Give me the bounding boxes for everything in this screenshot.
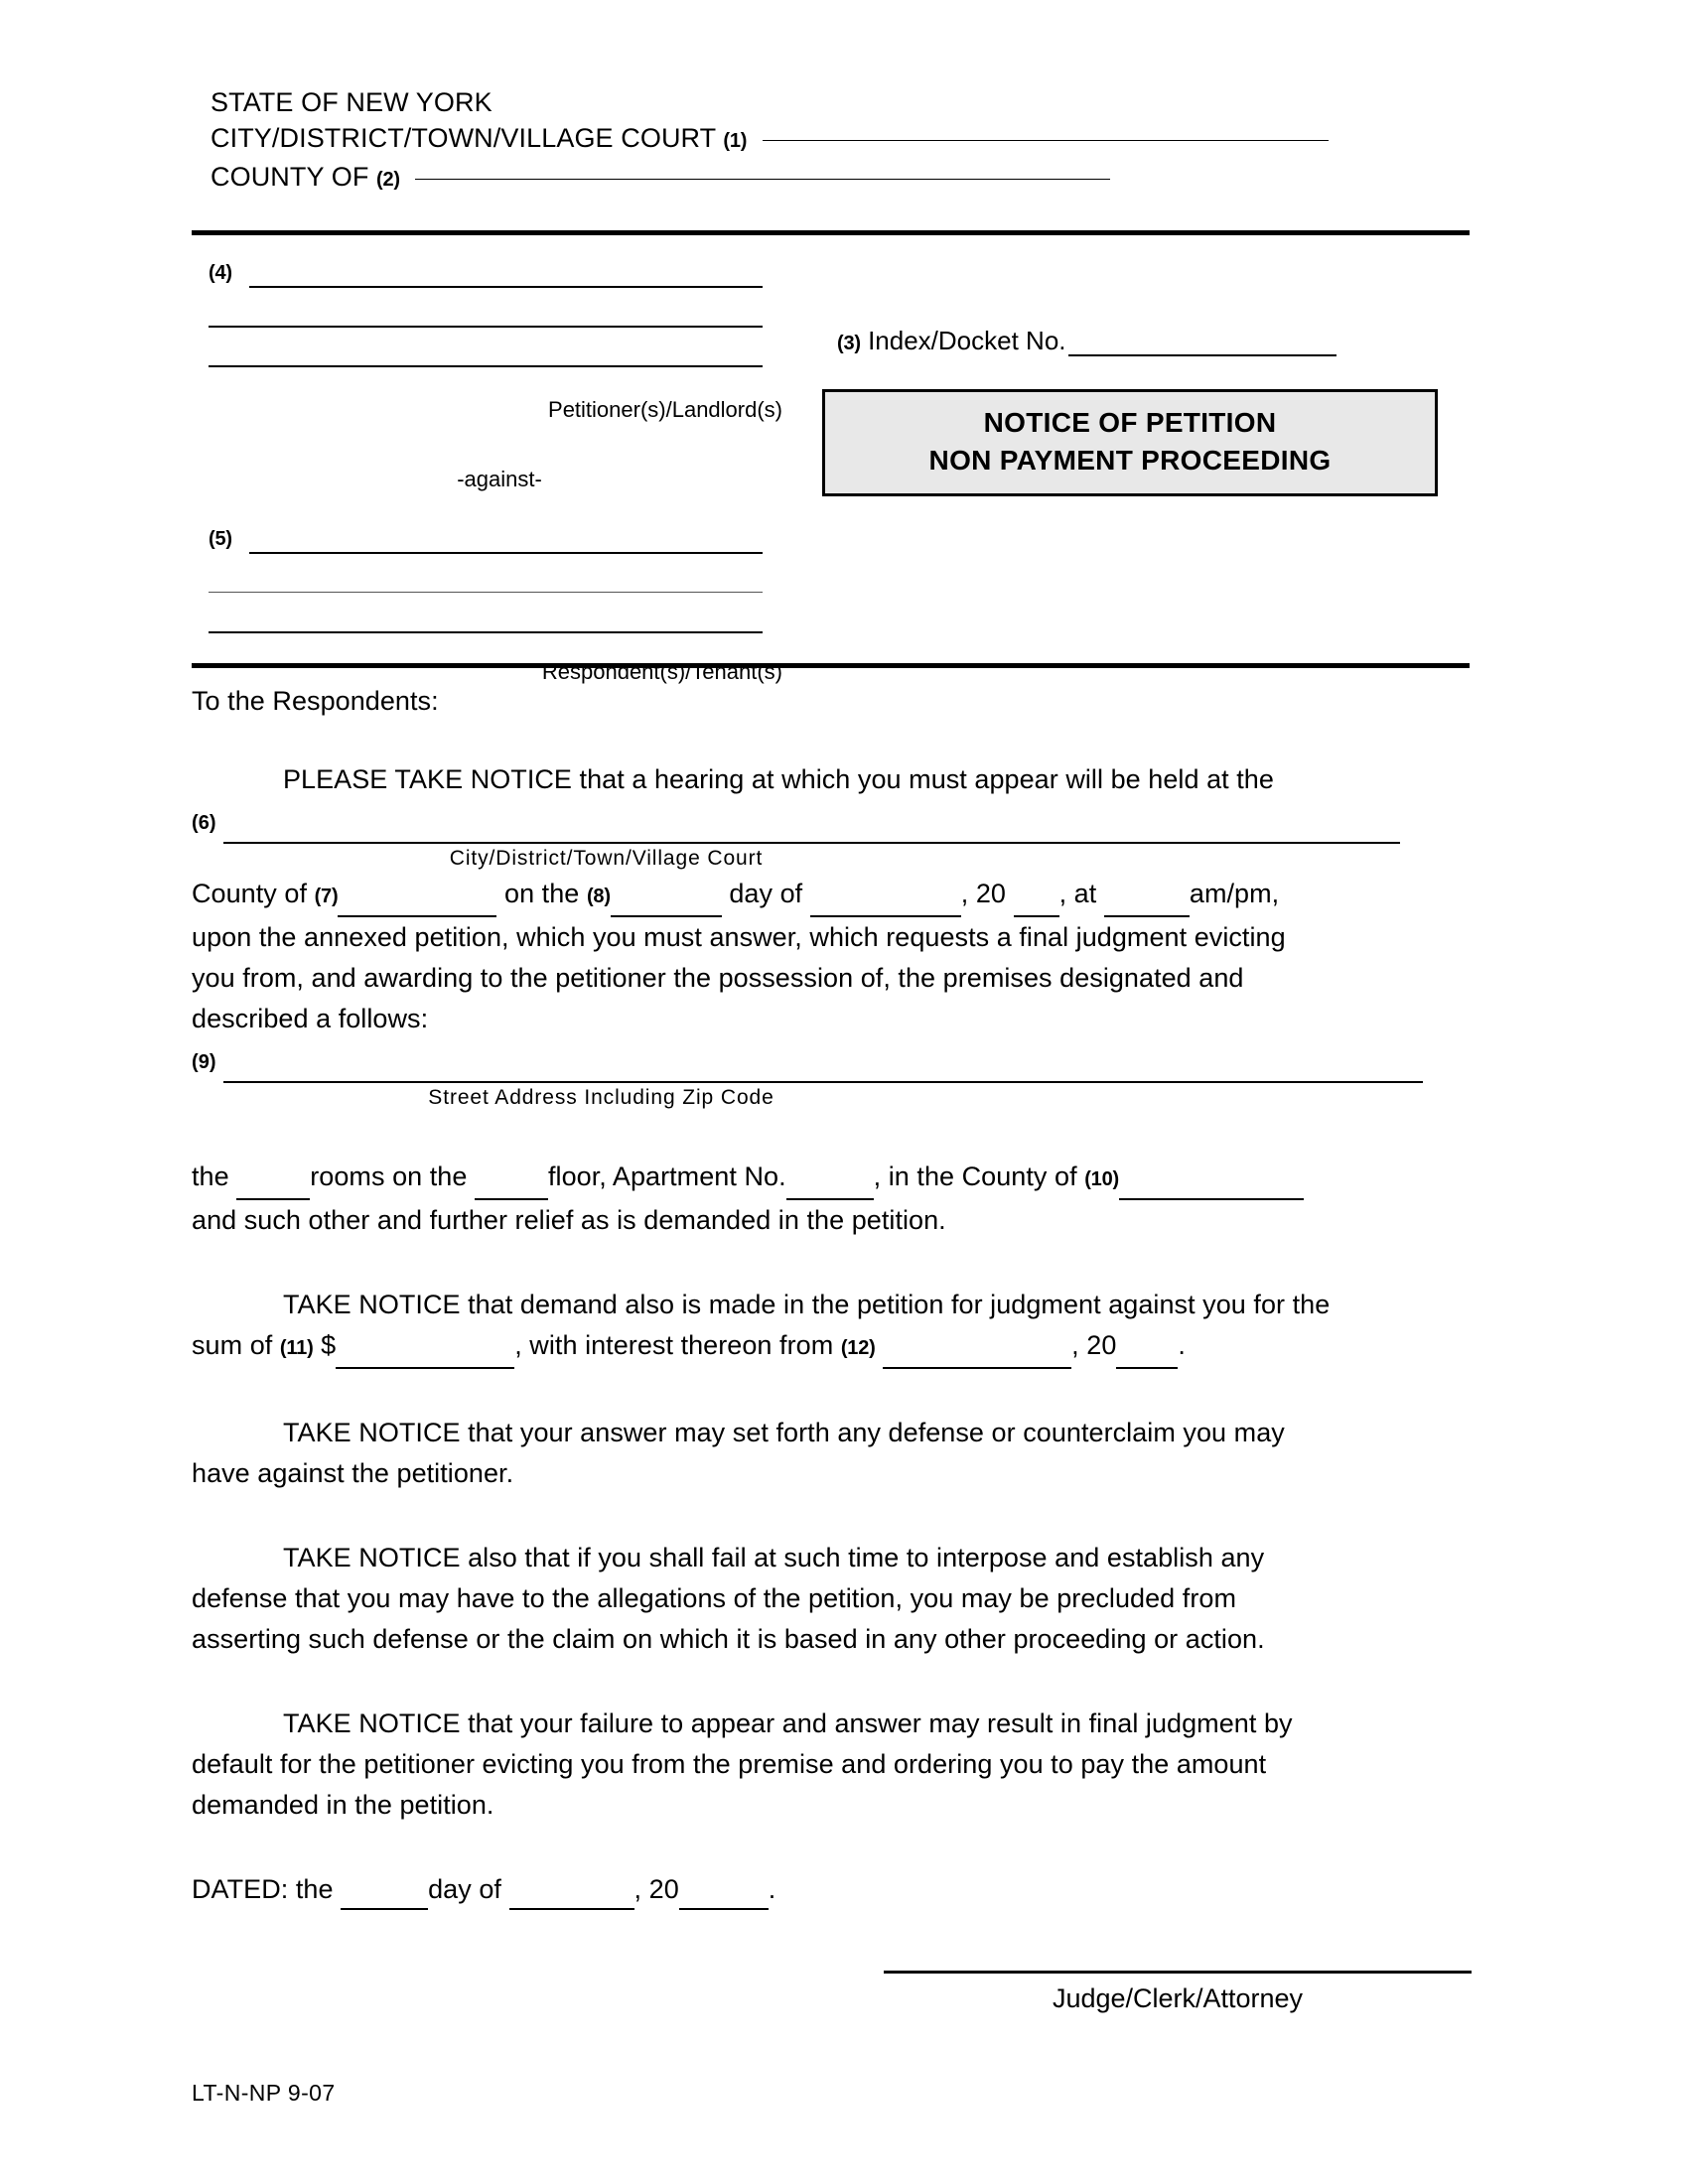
day-blank-8[interactable] [611,889,722,917]
county-blank-7[interactable] [338,889,496,917]
spacer [192,1826,1473,1869]
document-body [192,681,1473,1910]
petitioner-blank-1[interactable] [249,286,763,288]
respondent-row-2 [192,566,807,606]
court-caption-label: City/District/Town/Village Court [449,847,764,870]
paragraph-hearing-intro [192,759,1473,800]
spacer [192,1494,1473,1538]
interest-period-text: . [1178,1330,1186,1360]
petitioner-row-2 [192,300,807,340]
paragraph-demand-line-2 [192,1325,1473,1369]
field-tag-6: (6) [192,812,216,834]
paragraph-annexed-line-1: upon the annexed petition, which you must answer, which requests a final judgment evicting [192,922,1286,952]
county-of-text: County of [192,879,308,908]
dated-year-blank[interactable] [679,1886,769,1910]
paragraph-default-line-3: demanded in the petition. [192,1790,494,1820]
dated-day-blank[interactable] [341,1886,428,1910]
petitioner-row-3 [192,340,807,379]
respondent-blank-1[interactable] [249,552,763,554]
paragraph-demand-line-1 [192,1285,1473,1325]
rooms-on-the-text: rooms on the [310,1161,468,1191]
court-name-blank[interactable] [763,140,1329,141]
state-text: STATE OF NEW YORK [211,87,492,117]
state-line [211,84,1329,120]
document-title-box [822,389,1438,496]
petitioner-role-label: Petitioner(s)/Landlord(s) [548,397,782,422]
sum-of-text: sum of [192,1330,273,1360]
premises-description-line [192,1157,1473,1200]
field-tag-11: (11) [279,1337,314,1359]
further-relief-line: and such other and further relief as is demanded in the petition. [192,1205,946,1235]
paragraph-hearing-intro-text: PLEASE TAKE NOTICE that a hearing at which you must appear will be held at the [283,764,1274,794]
field-tag-10: (10) [1084,1168,1119,1190]
on-the-text: on the [504,879,580,908]
court-name-blank-6[interactable] [223,816,1400,844]
court-header [211,84,1329,198]
respondent-blank-2[interactable] [209,592,763,593]
rooms-count-blank[interactable] [236,1176,310,1200]
sum-amount-blank-11[interactable] [336,1341,514,1369]
county-blank-10[interactable] [1119,1172,1304,1200]
ampm-text: am/pm, [1189,879,1280,908]
field-tag-4: (4) [209,262,232,284]
paragraph-answer-line-1 [192,1413,1473,1453]
form-number-footer: LT-N-NP 9-07 [192,2080,336,2106]
field-tag-7: (7) [314,886,339,907]
spacer [192,1660,1473,1704]
field-tag-2: (2) [376,169,400,191]
in-county-text: , in the County of [873,1161,1077,1191]
petitioner-block [192,260,807,379]
petitioner-row-1 [192,260,807,300]
index-docket-blank[interactable] [1068,333,1336,356]
county-line [211,159,1329,198]
salutation: To the Respondents: [192,686,439,716]
caption-divider-rule [192,663,1470,668]
time-blank[interactable] [1104,889,1190,917]
year-blank[interactable] [1014,889,1059,917]
respondent-role-label: Respondent(s)/Tenant(s) [541,659,782,684]
paragraph-preclusion-line-3: asserting such defense or the claim on which it is based in any other proceeding or action. [192,1624,1265,1654]
against-label: -against- [457,467,542,491]
month-blank[interactable] [810,889,961,917]
dated-month-blank[interactable] [509,1886,634,1910]
index-docket-line [837,326,1336,356]
petitioner-blank-2[interactable] [209,326,763,328]
year-prefix-text: , 20 [960,879,1007,908]
court-line [211,120,1329,159]
street-address-line [192,1039,1473,1083]
petitioner-blank-3[interactable] [209,365,763,367]
paragraph-demand-text: TAKE NOTICE that demand also is made in the petition for judgment against you for the [283,1290,1331,1319]
respondent-blank-3[interactable] [209,631,763,633]
at-text: , at [1058,879,1097,908]
street-address-blank-9[interactable] [223,1055,1423,1083]
paragraph-default-text: TAKE NOTICE that your failure to appear and answer may result in final judgment by [283,1708,1293,1738]
spacer [192,722,1473,759]
hearing-date-line [192,874,1473,917]
county-name-blank[interactable] [415,179,1110,180]
paragraph-answer-text: TAKE NOTICE that your answer may set forth any defense or counterclaim you may [283,1418,1285,1447]
dated-year-text: , 20 [633,1874,679,1904]
dated-line [192,1869,1473,1910]
street-address-caption-label: Street Address Including Zip Code [428,1086,774,1109]
index-docket-label: Index/Docket No. [868,326,1066,355]
document-title-line-2: NON PAYMENT PROCEEDING [928,445,1332,476]
signature-role-label: Judge/Clerk/Attorney [1052,1983,1304,2013]
document-title-line-1: NOTICE OF PETITION [983,407,1277,438]
header-divider-rule [192,230,1470,235]
floor-blank[interactable] [475,1176,548,1200]
field-tag-12: (12) [840,1337,876,1359]
paragraph-default-line-2: default for the petitioner evicting you from the premise and ordering you to pay the amount [192,1749,1267,1779]
apartment-number-blank[interactable] [786,1176,874,1200]
dated-period-text: . [768,1874,776,1904]
court-text: CITY/DISTRICT/TOWN/VILLAGE COURT [211,123,716,153]
spacer [192,1113,1473,1157]
dollar-sign: $ [321,1330,337,1360]
paragraph-annexed-line-2: you from, and awarding to the petitioner the possession of, the premises designated and [192,963,1244,993]
field-tag-5: (5) [209,528,232,550]
interest-text: , with interest thereon from [514,1330,834,1360]
respondent-row-3 [192,606,807,645]
field-tag-1: (1) [723,130,748,152]
interest-year-blank[interactable] [1116,1341,1178,1369]
paragraph-answer-line-2: have against the petitioner. [192,1458,514,1488]
dated-day-of-text: day of [428,1874,501,1904]
field-tag-3: (3) [837,333,861,354]
county-text: COUNTY OF [211,162,369,192]
paragraph-preclusion-line-2: defense that you may have to the allegations of the petition, you may be precluded from [192,1583,1236,1613]
spacer [192,1369,1473,1413]
case-caption [192,250,1470,684]
paragraph-preclusion-line-1 [192,1538,1473,1578]
signature-block [884,1971,1472,2014]
rooms-the-text: the [192,1161,229,1191]
field-tag-8: (8) [586,886,611,907]
spacer [192,1241,1473,1285]
day-of-text: day of [729,879,803,908]
paragraph-preclusion-text: TAKE NOTICE also that if you shall fail at such time to interpose and establish any [283,1543,1265,1572]
paragraph-default-line-1 [192,1704,1473,1744]
dated-label-text: DATED: the [192,1874,334,1904]
interest-date-blank-12[interactable] [883,1341,1071,1369]
paragraph-annexed-line-3: described a follows: [192,1004,429,1033]
respondent-row-1 [192,526,807,566]
court-name-line [192,800,1473,844]
interest-year-text: , 20 [1071,1330,1117,1360]
respondent-block [192,526,807,645]
field-tag-9: (9) [192,1051,216,1073]
floor-apartment-text: floor, Apartment No. [548,1161,786,1191]
